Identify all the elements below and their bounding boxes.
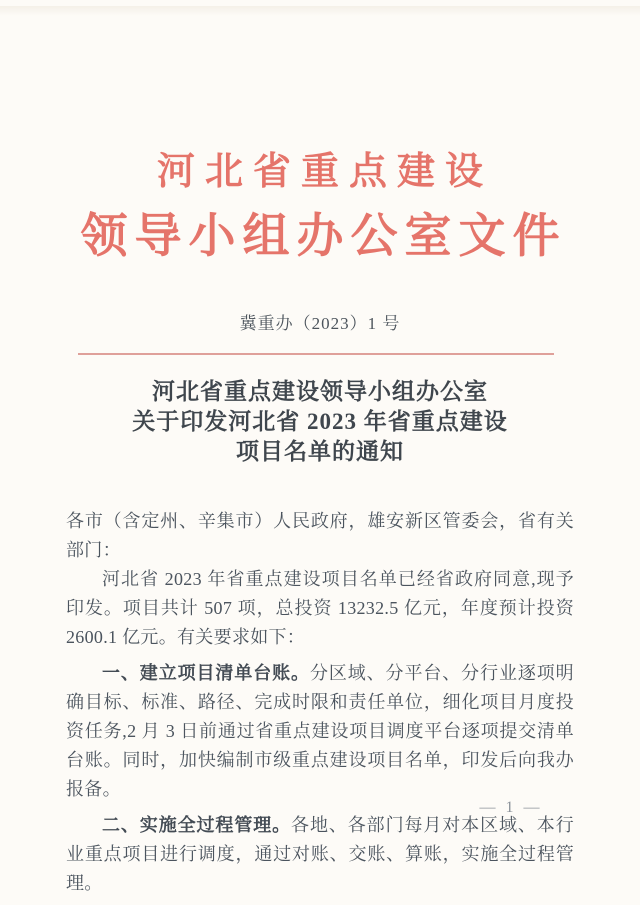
page-number: — 1 — xyxy=(479,799,543,816)
paragraph-item-2 xyxy=(66,811,574,898)
paragraph-item-2-lead: 二、实施全过程管理。 xyxy=(102,815,292,835)
document-body xyxy=(66,507,574,898)
scan-artifact-band xyxy=(0,6,640,16)
paragraph-item-1-text: 分区域、分平台、分行业逐项明确目标、标准、路径、完成时限和责任单位，细化项目月度投资任务,2 月 3 日前通过省重点建设项目调度平台逐项提交清单台账。同时，加快编制市级重点建设项目名单，印发后向我办报备。 xyxy=(66,663,574,799)
paragraph-intro-text: 河北省 2023 年省重点建设项目名单已经省政府同意,现予印发。项目共计 507 项，总投资 13232.5 亿元，年度预计投资 2600.1 亿元。有关要求如下： xyxy=(66,569,574,647)
paragraph-item-2-text: 各地、各部门每月对本区域、本行业重点项目进行调度，通过对账、交账、算账，实施全过程管理。 xyxy=(66,815,575,893)
paragraph-item-1 xyxy=(66,659,574,804)
paragraph-intro xyxy=(66,565,574,652)
letterhead xyxy=(0,0,640,266)
document-title-line2: 关于印发河北省 2023 年省重点建设 xyxy=(132,409,508,434)
salutation-line: 各市（含定州、辛集市）人民政府，雄安新区管委会，省有关部门： xyxy=(66,511,574,560)
red-divider-rule xyxy=(78,353,554,355)
document-title xyxy=(0,377,640,467)
document-number: 冀重办（2023）1 号 xyxy=(239,314,401,333)
paragraph-item-1-lead: 一、建立项目清单台账。 xyxy=(102,663,310,683)
document-title-line1: 河北省重点建设领导小组办公室 xyxy=(152,379,488,404)
letterhead-line1: 河北省重点建设 xyxy=(156,151,493,193)
document-title-line3: 项目名单的通知 xyxy=(236,439,404,464)
letterhead-line2: 领导小组办公室文件 xyxy=(80,211,567,263)
